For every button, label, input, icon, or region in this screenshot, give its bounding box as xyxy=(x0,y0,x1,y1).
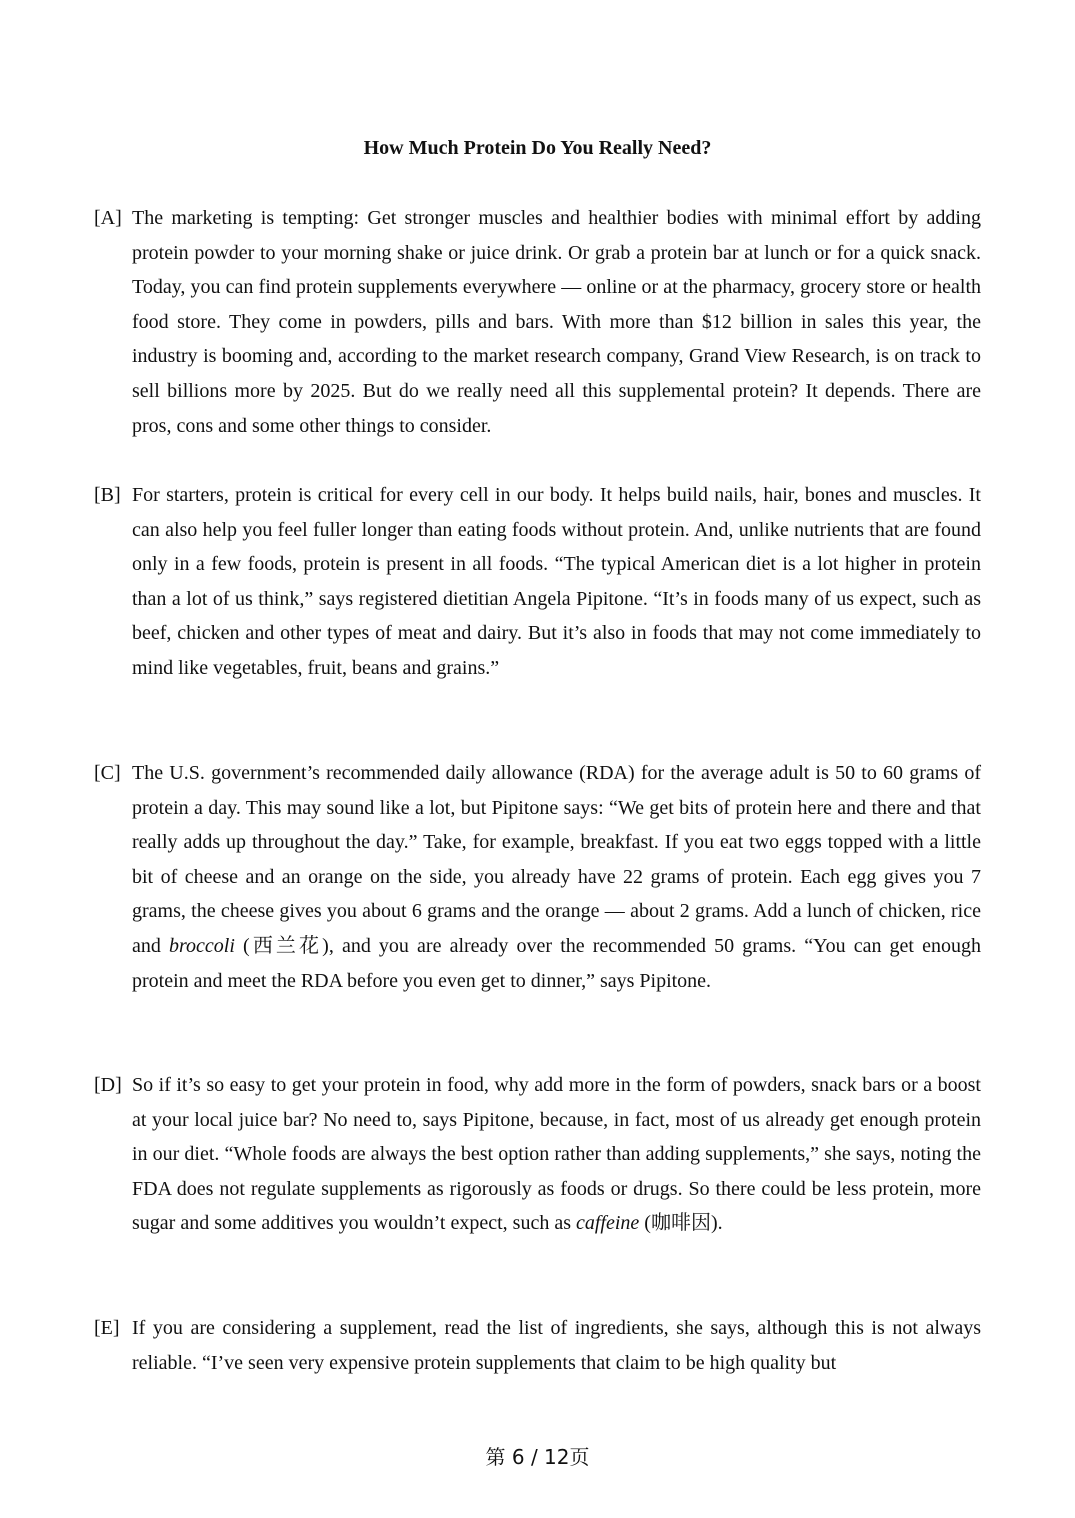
term-gloss: (咖啡因) xyxy=(639,1212,718,1235)
paragraph-b xyxy=(94,478,981,686)
paragraph-label: [C] xyxy=(94,762,121,784)
page-title: How Much Protein Do You Really Need? xyxy=(363,137,712,159)
paragraph-text: For starters, protein is critical for every cell in our body. It helps build nails, hair, bones and muscles. It can also help you feel fuller longer than eating foods without protein. And, unlike nutrients that are found only in a few foods, protein is present in all foods. “The typical American diet is a lot higher in protein than a lot of us think,” says registered dietitian Angela Pipitone. “It’s in foods many of us expect, such as beef, chicken and other types of meat and dairy. But it’s also in foods that may not come immediately to mind like vegetables, fruit, beans and grains.” xyxy=(132,484,981,679)
paragraph-d xyxy=(94,1068,981,1241)
page-number: 第 6 / 12页 xyxy=(485,1445,590,1469)
paragraph-label: [A] xyxy=(94,207,122,229)
glossed-term: caffeine xyxy=(575,1212,640,1235)
paragraph-e xyxy=(94,1311,981,1380)
paragraph-text-before: The U.S. government’s recommended daily allowance (RDA) for the average adult is 50 to 60 grams of protein a day. This may sound like a lot, but Pipitone says: “We get bits of protein here and there and that really adds up throughout the day.” Take, for example, breakfast. If you eat two eggs topped with a little bit of cheese and an orange on the side, you already have 22 grams of protein. Each egg gives you 7 grams, the cheese gives you about 6 grams and the orange — about 2 grams. Add a lunch of chicken, rice and xyxy=(132,762,981,957)
term-gloss: (西兰花) xyxy=(234,934,329,957)
paragraph-label: [B] xyxy=(94,484,121,506)
paragraph-text: If you are considering a supplement, read the list of ingredients, she says, although this is not always reliable. “I’ve seen very expensive protein supplements that claim to be high quality but xyxy=(132,1317,981,1374)
paragraph-text: The marketing is tempting: Get stronger muscles and healthier bodies with minimal effort by adding protein powder to your morning shake or juice drink. Or grab a protein bar at lunch or for a quick snack. Today, you can find protein supplements everywhere — online or at the pharmacy, grocery store or health food store. They come in powders, pills and bars. With more than $12 billion in sales this year, the industry is booming and, according to the market research company, Grand View Research, is on track to sell billions more by 2025. But do we really need all this supplemental protein? It depends. There are pros, cons and some other things to consider. xyxy=(132,207,981,437)
paragraph-text-after: , and you are already over the recommended 50 grams. “You can get enough protein and meet the RDA before you even get to dinner,” says Pipitone. xyxy=(132,934,981,992)
paragraph-text-before: So if it’s so easy to get your protein in food, why add more in the form of powders, snack bars or a boost at your local juice bar? No need to, says Pipitone, because, in fact, most of us already get enough protein in our diet. “Whole foods are always the best option rather than adding supplements,” she says, noting the FDA does not regulate supplements as rigorously as foods or drugs. So there could be less protein, more sugar and some additives you wouldn’t expect, such as xyxy=(132,1074,981,1235)
paragraph-label: [E] xyxy=(94,1317,120,1339)
paragraph-c xyxy=(94,756,981,998)
paragraph-label: [D] xyxy=(94,1074,122,1096)
glossed-term: broccoli xyxy=(169,934,235,957)
paragraph-text-after: . xyxy=(717,1212,723,1235)
paragraph-a xyxy=(94,201,981,443)
